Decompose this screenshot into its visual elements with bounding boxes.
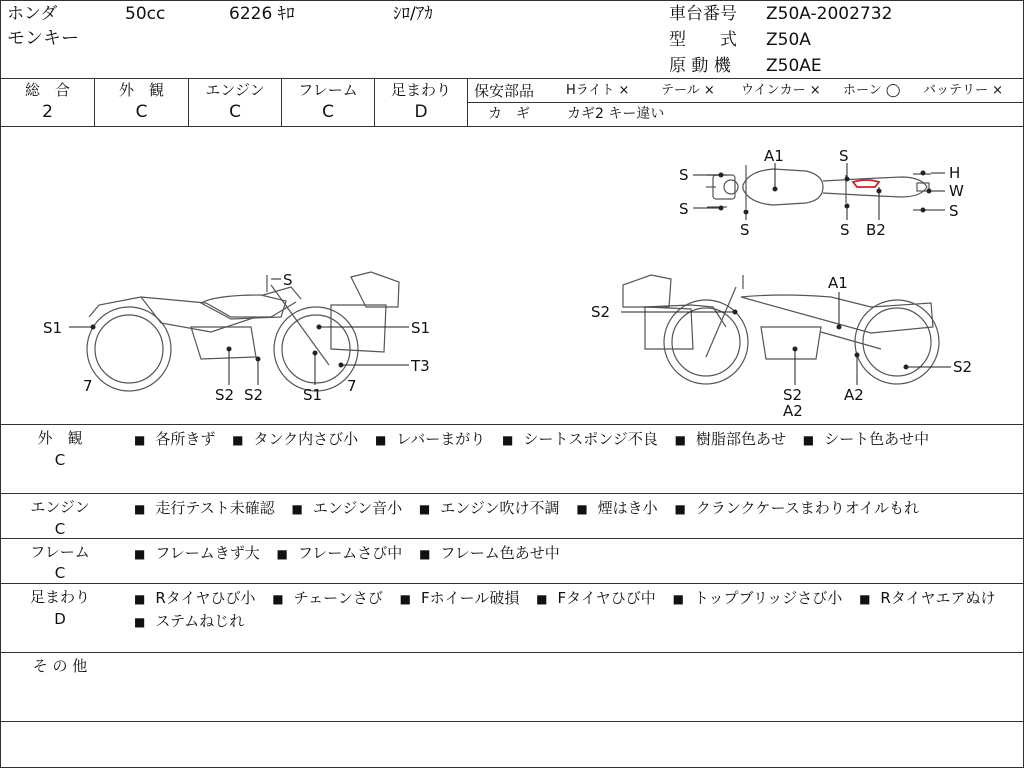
frame-number-label: 車台番号 <box>669 4 737 24</box>
grade-label-exterior: 外 観 <box>118 81 164 99</box>
section-engine-items <box>134 497 1012 520</box>
section-exterior-title: 外 観 <box>37 429 83 447</box>
diagram-label: S2 <box>591 303 611 321</box>
grade-label-engine: エンジン <box>205 81 265 99</box>
diagram-label: S <box>283 271 293 289</box>
safety-taillight: テール × <box>661 83 715 98</box>
section-suspension-items <box>134 587 1012 633</box>
list-item: ■ レバーまがり <box>374 430 486 448</box>
list-item: ■ タンク内さび小 <box>232 430 359 448</box>
diagram-label: H <box>949 164 961 182</box>
list-item: ■ Rタイヤエアぬけ <box>859 589 996 607</box>
diagram-label: A2 <box>844 386 864 404</box>
grade-value-exterior: C <box>135 102 148 122</box>
model-name: モンキー <box>7 28 79 49</box>
diagram-label: S <box>740 221 750 239</box>
diagram-label: S <box>949 202 959 220</box>
left-side-bike <box>87 272 399 391</box>
section-frame-items <box>134 542 1012 565</box>
list-item: ■ フレームさび中 <box>276 544 403 562</box>
safety-battery: バッテリー × <box>923 83 1004 98</box>
diagram-label: S2 <box>244 386 264 404</box>
divider <box>1 78 1023 79</box>
list-item: ■ エンジン吹け不調 <box>418 499 560 517</box>
mileage: 6226 ｷﾛ <box>229 4 295 24</box>
diagram-label: T3 <box>411 357 430 375</box>
section-engine-grade: C <box>54 520 66 538</box>
list-item: ■ 煙はき小 <box>576 499 658 517</box>
list-item: ■ クランクケースまわりオイルもれ <box>674 499 919 517</box>
list-item: ■ 各所きず <box>134 430 216 448</box>
grade-value-engine: C <box>229 102 241 122</box>
diagram-label: W <box>949 182 964 200</box>
key-label: カ ギ <box>488 106 530 122</box>
damage-diagram <box>1 127 1023 423</box>
section-frame-grade: C <box>54 564 66 582</box>
list-item: ■ エンジン音小 <box>291 499 403 517</box>
list-item: ■ シート色あせ中 <box>802 430 930 448</box>
diagram-label: S1 <box>411 319 431 337</box>
damage-mark <box>853 180 879 187</box>
section-other-title: そ の 他 <box>32 657 88 675</box>
safety-label: 保安部品 <box>474 82 535 100</box>
grade-label-suspension: 足まわり <box>390 81 451 99</box>
list-item: ■ フレームきず大 <box>134 544 260 562</box>
grade-value-overall: 2 <box>42 102 53 122</box>
section-exterior-items <box>134 428 1012 451</box>
safety-winker: ウインカー × <box>741 83 821 98</box>
diagram-label: 7 <box>83 377 93 395</box>
section-engine-title: エンジン <box>30 498 90 516</box>
diagram-label: S <box>840 221 850 239</box>
list-item: ■ ステムねじれ <box>134 612 245 630</box>
model-type-label: 型 式 <box>669 30 737 50</box>
diagram-label: S <box>679 166 689 184</box>
list-item: ■ フレーム色あせ中 <box>419 544 560 562</box>
right-side-bike <box>623 275 939 384</box>
list-item: ■ 樹脂部色あせ <box>674 430 787 448</box>
safety-horn: ホーン ◯ <box>843 83 901 98</box>
list-item: ■ チェーンさび <box>272 589 383 607</box>
grade-label-overall: 総 合 <box>24 81 70 99</box>
safety-headlight: Hライト × <box>566 83 630 98</box>
diagram-label: S2 <box>215 386 235 404</box>
diagram-label: A1 <box>764 147 784 165</box>
diagram-label: S2 <box>953 358 973 376</box>
engine-type-value: Z50AE <box>766 56 822 76</box>
grade-value-frame: C <box>322 102 334 122</box>
diagram-label: 7 <box>347 377 357 395</box>
color: ｼﾛ/ｱｶ <box>393 4 433 24</box>
diagram-label: S <box>839 147 849 165</box>
diagram-label: S2 <box>783 386 803 404</box>
frame-number-value: Z50A-2002732 <box>766 4 893 24</box>
section-suspension-title: 足まわり <box>29 588 90 606</box>
displacement: 50cc <box>125 4 166 24</box>
diagram-label: B2 <box>866 221 886 239</box>
top-view-bike <box>706 165 931 210</box>
section-suspension-grade: D <box>54 610 66 628</box>
diagram-label: S1 <box>303 386 323 404</box>
list-item: ■ トップブリッジさび小 <box>672 589 843 607</box>
list-item: ■ 走行テスト未確認 <box>134 499 275 517</box>
diagram-label: A1 <box>828 274 848 292</box>
diagram-label: S1 <box>43 319 63 337</box>
maker: ホンダ <box>7 4 58 24</box>
section-frame-title: フレーム <box>30 543 90 561</box>
diagram-label: A2 <box>783 402 803 420</box>
section-exterior-grade: C <box>54 451 66 469</box>
diagram-label: S <box>679 200 689 218</box>
grade-value-suspension: D <box>414 102 428 122</box>
list-item: ■ Rタイヤひび小 <box>134 589 256 607</box>
engine-type-label: 原 動 機 <box>669 56 731 76</box>
list-item: ■ シートスポンジ不良 <box>502 430 658 448</box>
list-item: ■ Fホイール破損 <box>399 589 520 607</box>
grade-label-frame: フレーム <box>298 81 358 99</box>
list-item: ■ Fタイヤひび中 <box>536 589 656 607</box>
key-value: カギ2 キー違い <box>567 106 665 122</box>
model-type-value: Z50A <box>766 30 811 50</box>
